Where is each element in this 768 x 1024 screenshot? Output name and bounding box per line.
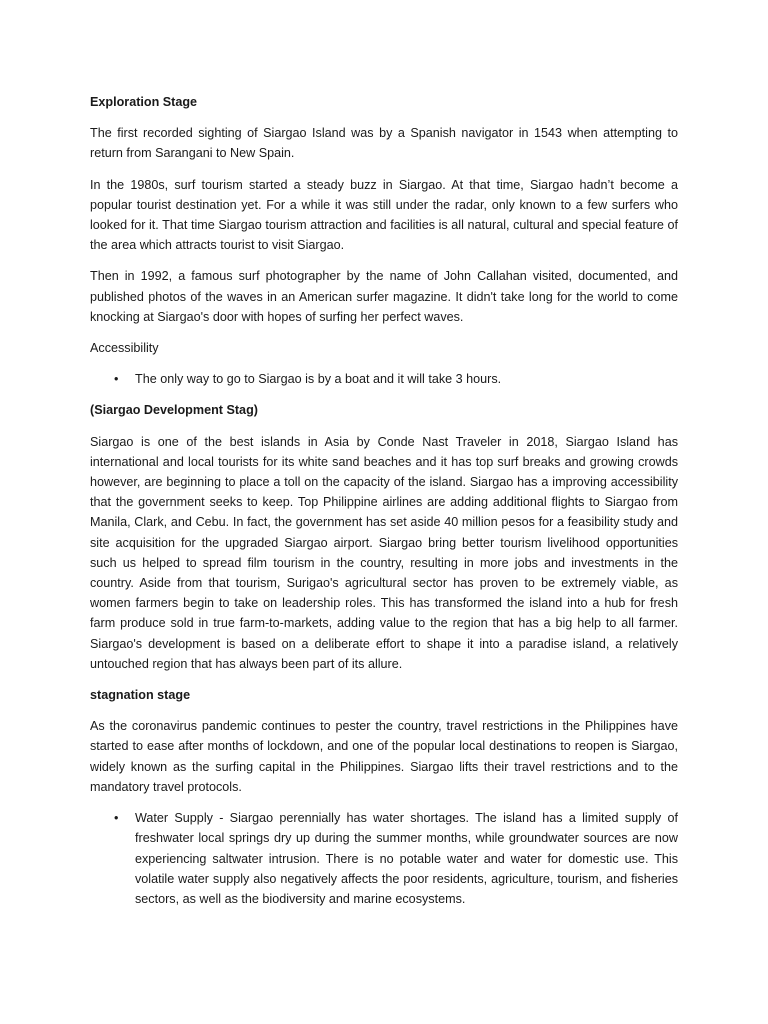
development-paragraph: Siargao is one of the best islands in Asia by Conde Nast Traveler in 2018, Siargao Island has international and local tourists for its white sand beaches and it has top surf breaks and growing crowds however, are beginning to place a toll on the capacity of the island. Siargao has a improving accessibility that the government seeks to keep. Top Philippine airlines are adding additional flights to Siargao from Manila, Clark, and Cebu. In fact, the government has set aside 40 million pesos for a feasibility study and site acquisition for the upgraded Siargao airport. Siargao bring better tourism livelihood opportunities such us helped to spread film tourism in the country, resulting in more jobs and investments in the country. Aside from that tourism, Surigao's agricultural sector has proven to be extremely viable, as women farmers begin to take on leadership roles. This has transformed the island into a hub for fresh farm produce sold in true farm-to-markets, adding value to the region that has a big help to all farmer. Siargao's development is based on a deliberate effort to shape it into a paradise island, a relatively untouched region that has always been part of its allure. [90, 434, 678, 671]
stagnation-stage-heading: stagnation stage [90, 688, 191, 703]
exploration-paragraph-3: Then in 1992, a famous surf photographer by the name of John Callahan visited, documented, and published photos of the waves in an American surfer magazine. It didn't take long for the world to come knocking at Siargao's door with hopes of surfing her perfect waves. [90, 269, 678, 324]
accessibility-heading: Accessibility [90, 341, 159, 356]
stagnation-bullet-list [90, 808, 678, 909]
stagnation-paragraph: As the coronavirus pandemic continues to pester the country, travel restrictions in the Philippines have started to ease after months of lockdown, and one of the popular local destinations to reopen is Siargao, widely known as the surfing capital in the Philippines. Siargao lifts their travel restrictions and to the mandatory travel protocols. [90, 719, 678, 794]
exploration-paragraph-2: In the 1980s, surf tourism started a steady buzz in Siargao. At that time, Siargao hadn’t become a popular tourist destination yet. For a while it was still under the radar, only known to a few surfers who looked for it. That time Siargao tourism attraction and facilities is all natural, cultural and special feature of the area which attracts tourist to visit Siargao. [90, 177, 678, 253]
exploration-paragraph-1: The first recorded sighting of Siargao Island was by a Spanish navigator in 1543 when attempting to return from Sarangani to New Spain. [90, 126, 678, 161]
water-supply-bullet-text: Water Supply - Siargao perennially has water shortages. The island has a limited supply of freshwater local springs dry up during the summer months, while groundwater sources are now experiencing saltwater intrusion. There is no potable water and water for domestic use. This volatile water supply also negatively affects the poor residents, agriculture, tourism, and fisheries sectors, as well as the biodiversity and marine ecosystems. [135, 811, 678, 906]
accessibility-bullet-text: The only way to go to Siargao is by a boat and it will take 3 hours. [135, 372, 502, 387]
document-body [90, 92, 678, 920]
exploration-stage-heading: Exploration Stage [90, 95, 198, 109]
list-item [90, 369, 678, 389]
bullet-icon: • [114, 811, 119, 826]
accessibility-bullet-list [90, 369, 678, 389]
bullet-icon: • [114, 372, 119, 387]
list-item [90, 808, 678, 909]
development-stage-heading: (Siargao Development Stag) [90, 403, 258, 418]
